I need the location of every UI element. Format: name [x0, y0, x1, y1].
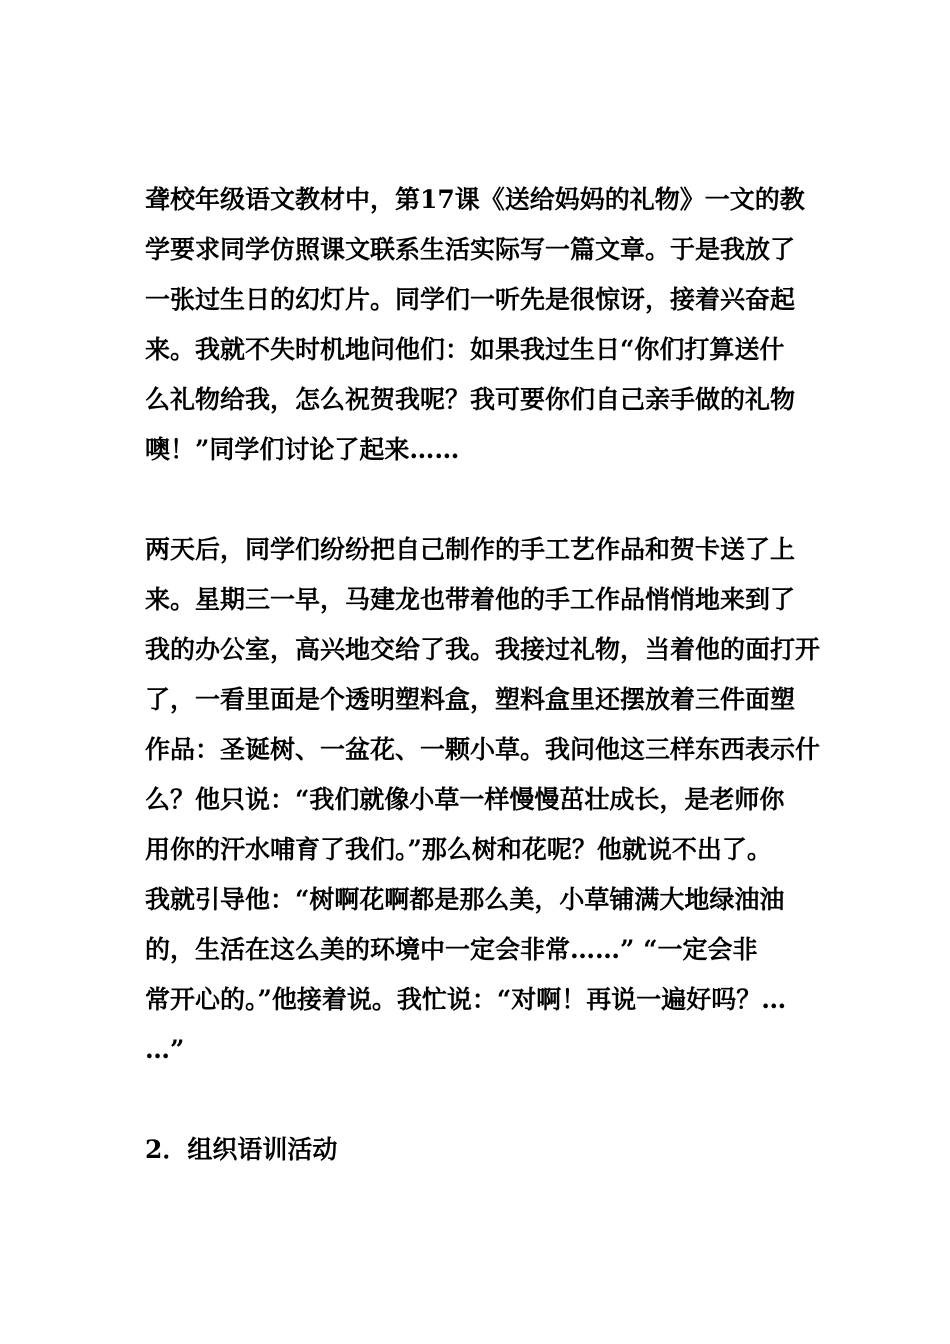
paragraph1-line: 来。我就不失时机地问他们：如果我过生日“你们打算送什: [145, 335, 785, 364]
paragraph2-line: …”: [145, 1035, 185, 1064]
paragraph2-line: 常开心的。”他接着说。我忙说：“对啊！再说一遍好吗？…: [145, 985, 787, 1014]
section-heading: 2．组织语训活动: [145, 1135, 338, 1164]
paragraph2-line: 用你的汗水哺育了我们。”那么树和花呢？他就说不出了。: [145, 835, 772, 864]
paragraph1-line: 一张过生日的幻灯片。同学们一听先是很惊讶，接着兴奋起: [145, 285, 796, 314]
paragraph2-line: 我的办公室，高兴地交给了我。我接过礼物，当着他的面打开: [145, 635, 821, 664]
paragraph2-line: 来。星期三一早，马建龙也带着他的手工作品悄悄地来到了: [145, 585, 796, 614]
paragraph1-line: 学要求同学仿照课文联系生活实际写一篇文章。于是我放了: [145, 235, 796, 264]
paragraph1-line: 聋校年级语文教材中，第17课《送给妈妈的礼物》一文的教: [145, 185, 805, 214]
paragraph2-line: 了，一看里面是个透明塑料盒，塑料盒里还摆放着三件面塑: [145, 685, 796, 714]
paragraph2-line: 我就引导他：“树啊花啊都是那么美，小草铺满大地绿油油: [145, 885, 785, 914]
paragraph2-line: 两天后，同学们纷纷把自己制作的手工艺作品和贺卡送了上: [145, 535, 796, 564]
paragraph2-line: 的，生活在这么美的环境中一定会非常……” “一定会非: [145, 935, 758, 964]
paragraph2-line: 么？他只说：“我们就像小草一样慢慢茁壮成长，是老师你: [145, 785, 785, 814]
paragraph1-line: 么礼物给我，怎么祝贺我呢？我可要你们自己亲手做的礼物: [145, 385, 796, 414]
paragraph1-line: 噢！”同学们讨论了起来……: [145, 435, 460, 464]
paragraph2-line: 作品：圣诞树、一盆花、一颗小草。我问他这三样东西表示什: [145, 735, 821, 764]
